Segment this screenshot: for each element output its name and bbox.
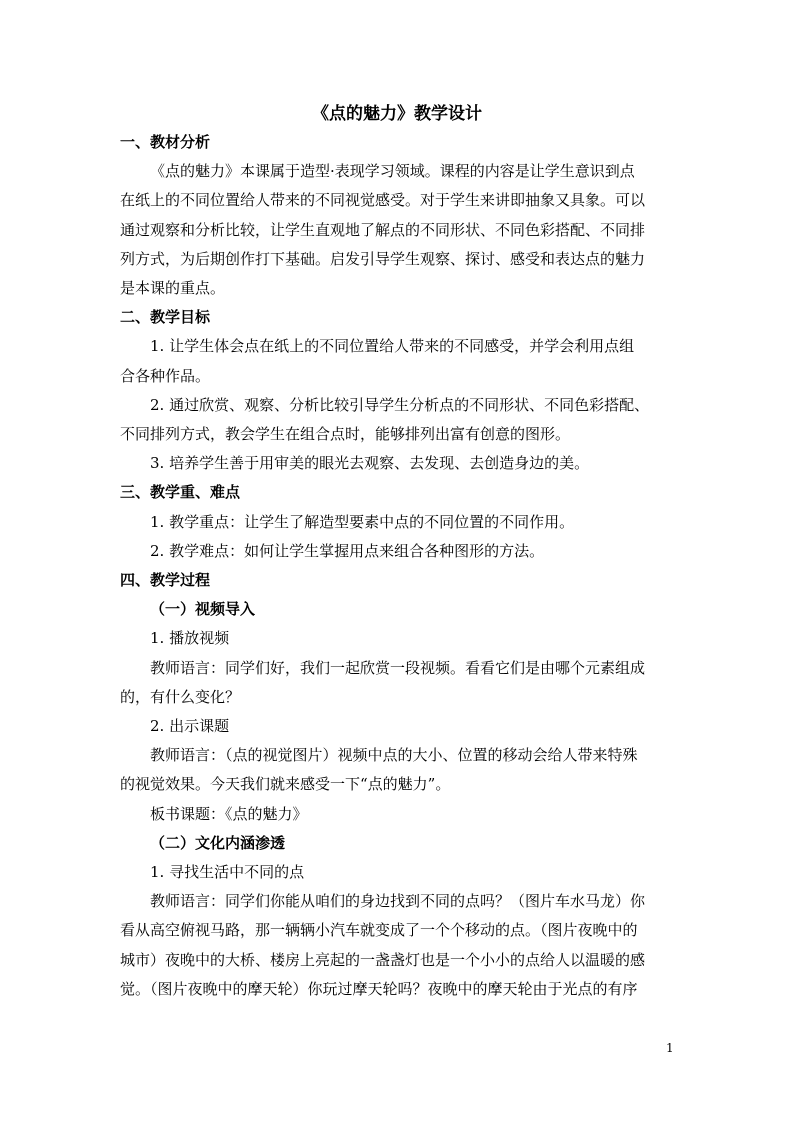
paragraph-line: 的视觉效果。今天我们就来感受一下“点的魅力”。 <box>120 775 451 794</box>
paragraph-line: 教师语言：同学们你能从咱们的身边找到不同的点吗？（图片车水马龙）你 <box>150 892 646 911</box>
page-number: 1 <box>666 1041 674 1055</box>
paragraph-line: 2. 出示课题 <box>150 717 230 735</box>
paragraph-line: 列方式，为后期创作打下基础。启发引导学生观察、探讨、感受和表达点的魅力 <box>120 249 646 268</box>
paragraph-line: 板书课题：《点的魅力》 <box>150 804 308 823</box>
paragraph-line: 教师语言：同学们好，我们一起欣赏一段视频。看看它们是由哪个元素组成 <box>150 658 646 677</box>
paragraph-line: 是本课的重点。 <box>120 279 226 297</box>
paragraph-line: 1. 播放视频 <box>150 629 230 648</box>
paragraph-line: 《点的魅力》本课属于造型·表现学习领域。课程的内容是让学生意识到点 <box>150 162 635 181</box>
section-heading: 四、教学过程 <box>120 571 211 589</box>
section-heading: 二、教学目标 <box>120 308 211 327</box>
subsection-heading: （一）视频导入 <box>150 600 256 619</box>
paragraph-line: 1. 让学生体会点在纸上的不同位置给人带来的不同感受，并学会利用点组 <box>150 337 635 356</box>
paragraph-line: 城市）夜晚中的大桥、楼房上亮起的一盏盏灯也是一个小小的点给人以温暖的感 <box>120 950 646 969</box>
paragraph-line: 教师语言：（点的视觉图片）视频中点的大小、位置的移动会给人带来特殊 <box>150 746 638 765</box>
paragraph-line: 觉。（图片夜晚中的摩天轮）你玩过摩天轮吗？夜晚中的摩天轮由于光点的有序 <box>120 979 638 998</box>
paragraph-line: 2. 教学难点：如何让学生掌握用点来组合各种图形的方法。 <box>150 541 545 560</box>
paragraph-line: 不同排列方式，教会学生在组合点时，能够排列出富有创意的图形。 <box>120 425 571 443</box>
document-title: 《点的魅力》教学设计 <box>312 104 482 124</box>
paragraph-line: 合各种作品。 <box>120 366 211 385</box>
paragraph-line: 2. 通过欣赏、观察、分析比较引导学生分析点的不同形状、不同色彩搭配、 <box>150 395 650 414</box>
paragraph-line: 1. 寻找生活中不同的点 <box>150 863 305 881</box>
paragraph-line: 看从高空俯视马路，那一辆辆小汽车就变成了一个个移动的点。（图片夜晚中的 <box>120 921 638 940</box>
section-heading: 一、教材分析 <box>120 133 211 151</box>
paragraph-line: 1. 教学重点：让学生了解造型要素中点的不同位置的不同作用。 <box>150 512 575 531</box>
section-heading: 三、教学重、难点 <box>120 483 241 502</box>
paragraph-line: 通过观察和分析比较，让学生直观地了解点的不同形状、不同色彩搭配、不同排 <box>120 220 646 239</box>
paragraph-line: 在纸上的不同位置给人带来的不同视觉感受。对于学生来讲即抽象又具象。可以 <box>120 191 646 210</box>
paragraph-line: 3. 培养学生善于用审美的眼光去观察、去发现、去创造身边的美。 <box>150 454 590 473</box>
subsection-heading: （二）文化内涵渗透 <box>150 833 286 852</box>
paragraph-line: 的，有什么变化？ <box>120 687 241 706</box>
